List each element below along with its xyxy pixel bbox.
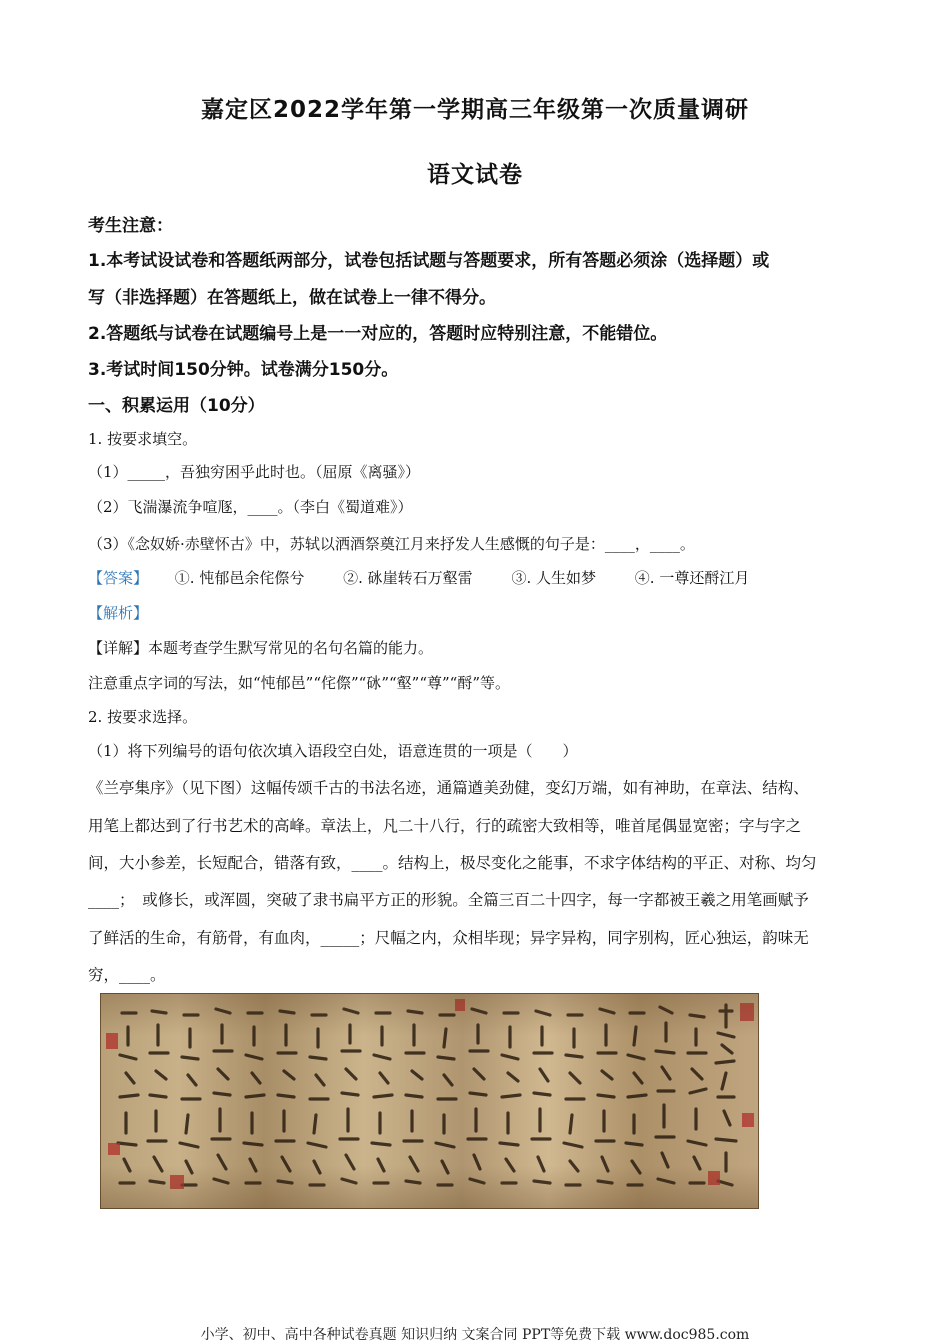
passage-line-1: 《兰亭集序》（见下图）这幅传颂千古的书法名迹，通篇遒美劲健，变幻万端，如有神助，在章法、结构、: [88, 779, 809, 797]
passage-line-3: 间，大小参差，长短配合，错落有致，____。结构上，极尽变化之能事，不求字体结构的平正、对称、均匀: [88, 854, 817, 872]
passage-line-5: 了鲜活的生命，有筋骨，有血肉，_____；尺幅之内，众相毕现；异字异构，同字别构，匠心独运，韵味无: [88, 929, 809, 947]
notice-heading: 考生注意：: [88, 216, 173, 236]
lantingji-calligraphy-image: [100, 993, 759, 1209]
passage-line-4: ____； 或修长，或浑圆，突破了隶书扁平方正的形貌。全篇三百二十四字，每一字都被王羲之用笔画赋予: [88, 891, 809, 909]
answer-item-1: ①. 忳郁邑余侘傺兮: [174, 569, 305, 587]
q1-part-1: （1）_____，吾独穷困乎此时也。（屈原《离骚》）: [88, 463, 421, 481]
exam-title: 嘉定区2022学年第一学期高三年级第一次质量调研: [200, 97, 749, 123]
passage-line-2: 用笔上都达到了行书艺术的高峰。章法上，凡二十八行，行的疏密大致相等，唯首尾偶显宽密；字与字之: [88, 817, 802, 835]
q1-part-3: （3）《念奴娇·赤壁怀古》中，苏轼以洒酒祭奠江月来抒发人生感慨的句子是：____，____。: [88, 535, 695, 553]
notice-item-1-line-2: 写（非选择题）在答题纸上，做在试卷上一律不得分。: [88, 288, 496, 308]
q1-note: 注意重点字词的写法，如“忳郁邑”“侘傺”“砯”“壑”“尊”“酹”等。: [88, 674, 511, 692]
notice-item-1-line-1: 1.本考试设试卷和答题纸两部分，试卷包括试题与答题要求，所有答题必须涂（选择题）或: [88, 251, 770, 271]
page-footer: 小学、初中、高中各种试卷真题 知识归纳 文案合同 PPT等免费下载 www.doc985.com: [200, 1327, 750, 1343]
q1-answer-row: [88, 567, 749, 588]
answer-item-4: ④. 一尊还酹江月: [634, 569, 750, 587]
q1-stem: 1. 按要求填空。: [88, 430, 198, 448]
q2-stem: 2. 按要求选择。: [88, 708, 198, 726]
section-1-heading: 一、积累运用（10分）: [88, 396, 265, 416]
q2-sub-1: （1）将下列编号的语句依次填入语段空白处，语意连贯的一项是（ ）: [88, 742, 578, 760]
answer-item-2: ②. 砯崖转石万壑雷: [343, 569, 473, 587]
q1-part-2: （2）飞湍瀑流争喧豗，____。（李白《蜀道难》）: [88, 498, 413, 516]
notice-item-2: 2.答题纸与试卷在试题编号上是一一对应的，答题时应特别注意，不能错位。: [88, 324, 668, 344]
answer-tag: 【答案】: [88, 569, 149, 587]
q1-detail: 【详解】本题考查学生默写常见的名句名篇的能力。: [88, 639, 434, 657]
analysis-tag: 【解析】: [88, 604, 149, 622]
answer-item-3: ③. 人生如梦: [511, 569, 596, 587]
passage-line-6: 穷，____。: [88, 966, 166, 984]
exam-subtitle: 语文试卷: [427, 162, 523, 188]
notice-item-3: 3.考试时间150分钟。试卷满分150分。: [88, 360, 399, 380]
scroll-aging-shade: [100, 993, 759, 1209]
